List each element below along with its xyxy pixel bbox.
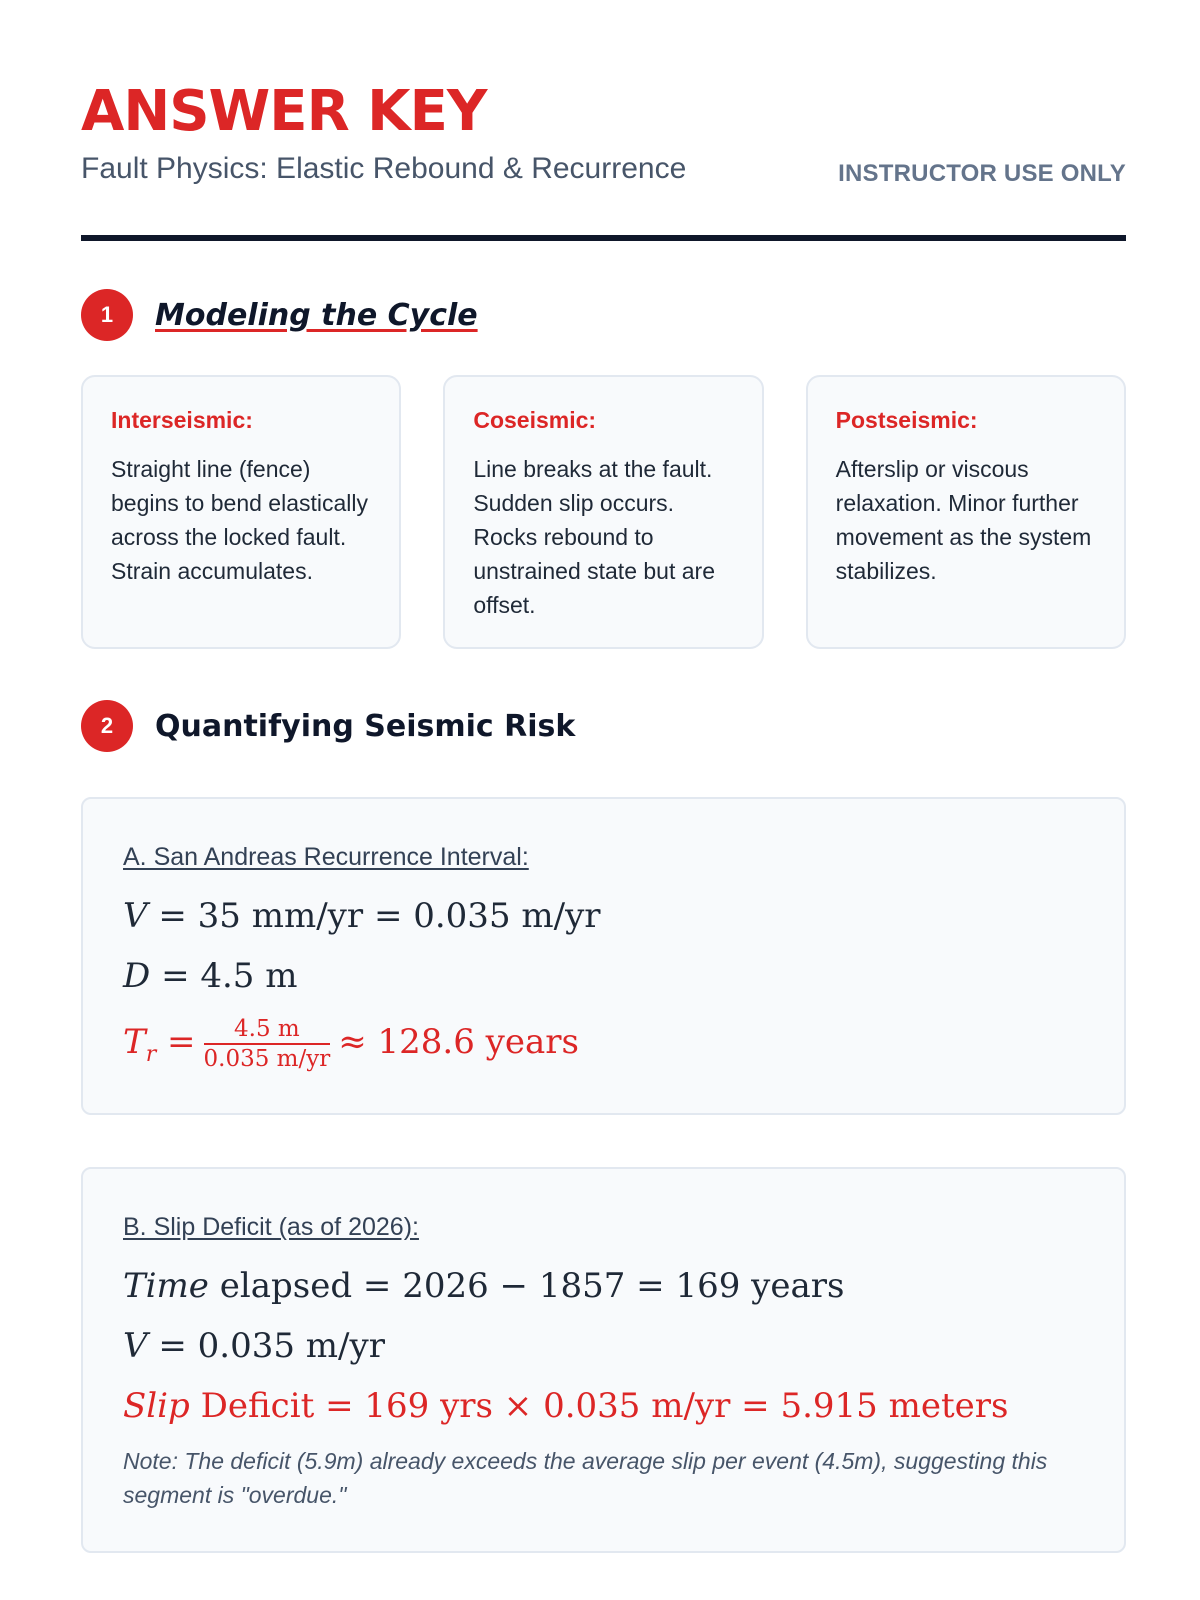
fraction-numerator: 4.5 m <box>204 1015 331 1045</box>
card-title: Coseismic: <box>473 407 597 433</box>
math-expression: elapsed = 2026 − 1857 = 169 years <box>208 1266 845 1306</box>
header <box>81 80 1126 240</box>
section-2-heading <box>81 700 575 752</box>
math-variable: D <box>123 956 151 996</box>
section-2-title: Quantifying Seismic Risk <box>155 708 576 744</box>
card-postseismic <box>806 375 1126 649</box>
card-body: Line breaks at the fault. Sudden slip occurs. Rocks rebound to unstrained state but are offset. <box>473 456 715 618</box>
velocity-equation <box>123 886 1084 946</box>
header-divider <box>81 235 1126 241</box>
section-2-number: 2 <box>81 700 133 752</box>
fraction-denominator: 0.035 m/yr <box>203 1046 331 1072</box>
section-1-number: 1 <box>81 289 133 341</box>
card-body: Afterslip or viscous relaxation. Minor further movement as the system stabilizes. <box>835 456 1092 584</box>
deficit-note: Note: The deficit (5.9m) already exceeds the average slip per event (4.5m), suggesting this segment is "overdue." <box>123 1448 1048 1508</box>
part-a-title: A. San Andreas Recurrence Interval: <box>123 843 529 871</box>
recurrence-result: ≈ 128.6 years <box>338 1022 579 1062</box>
recurrence-equation <box>123 1012 1084 1085</box>
page-title: ANSWER KEY <box>81 79 487 144</box>
math-expression: = 4.5 m <box>150 956 298 996</box>
displacement-equation <box>123 946 1084 1006</box>
card-title: Postseismic: <box>835 407 978 433</box>
part-b-title: B. Slip Deficit (as of 2026): <box>123 1213 419 1241</box>
math-variable: T <box>123 1022 146 1062</box>
fraction <box>204 1015 331 1073</box>
section-1-heading <box>81 289 478 341</box>
slip-deficit-panel <box>81 1167 1126 1553</box>
recurrence-panel <box>81 797 1126 1115</box>
math-variable: V <box>123 896 148 936</box>
math-subscript: r <box>145 1041 157 1067</box>
instructor-badge: INSTRUCTOR USE ONLY <box>838 160 1126 187</box>
math-equals: = <box>156 1022 196 1062</box>
math-expression: Deficit = 169 yrs × 0.035 m/yr = 5.915 meters <box>189 1386 1009 1426</box>
card-interseismic <box>81 375 401 649</box>
card-body: Straight line (fence) begins to bend elastically across the locked fault. Strain accumulates. <box>111 456 368 584</box>
math-variable: Time <box>123 1266 209 1306</box>
math-variable: Slip <box>123 1386 190 1426</box>
cycle-cards <box>81 375 1126 649</box>
time-elapsed-equation <box>123 1256 1084 1316</box>
card-coseismic <box>443 375 763 649</box>
math-expression: = 0.035 m/yr <box>147 1326 385 1366</box>
section-1-title: Modeling the Cycle <box>155 297 478 333</box>
page-subtitle: Fault Physics: Elastic Rebound & Recurrence <box>81 152 687 185</box>
slip-deficit-equation <box>123 1376 1084 1436</box>
card-title: Interseismic: <box>111 407 253 433</box>
math-expression: = 35 mm/yr = 0.035 m/yr <box>147 896 601 936</box>
velocity-equation <box>123 1316 1084 1376</box>
math-variable: V <box>123 1326 148 1366</box>
